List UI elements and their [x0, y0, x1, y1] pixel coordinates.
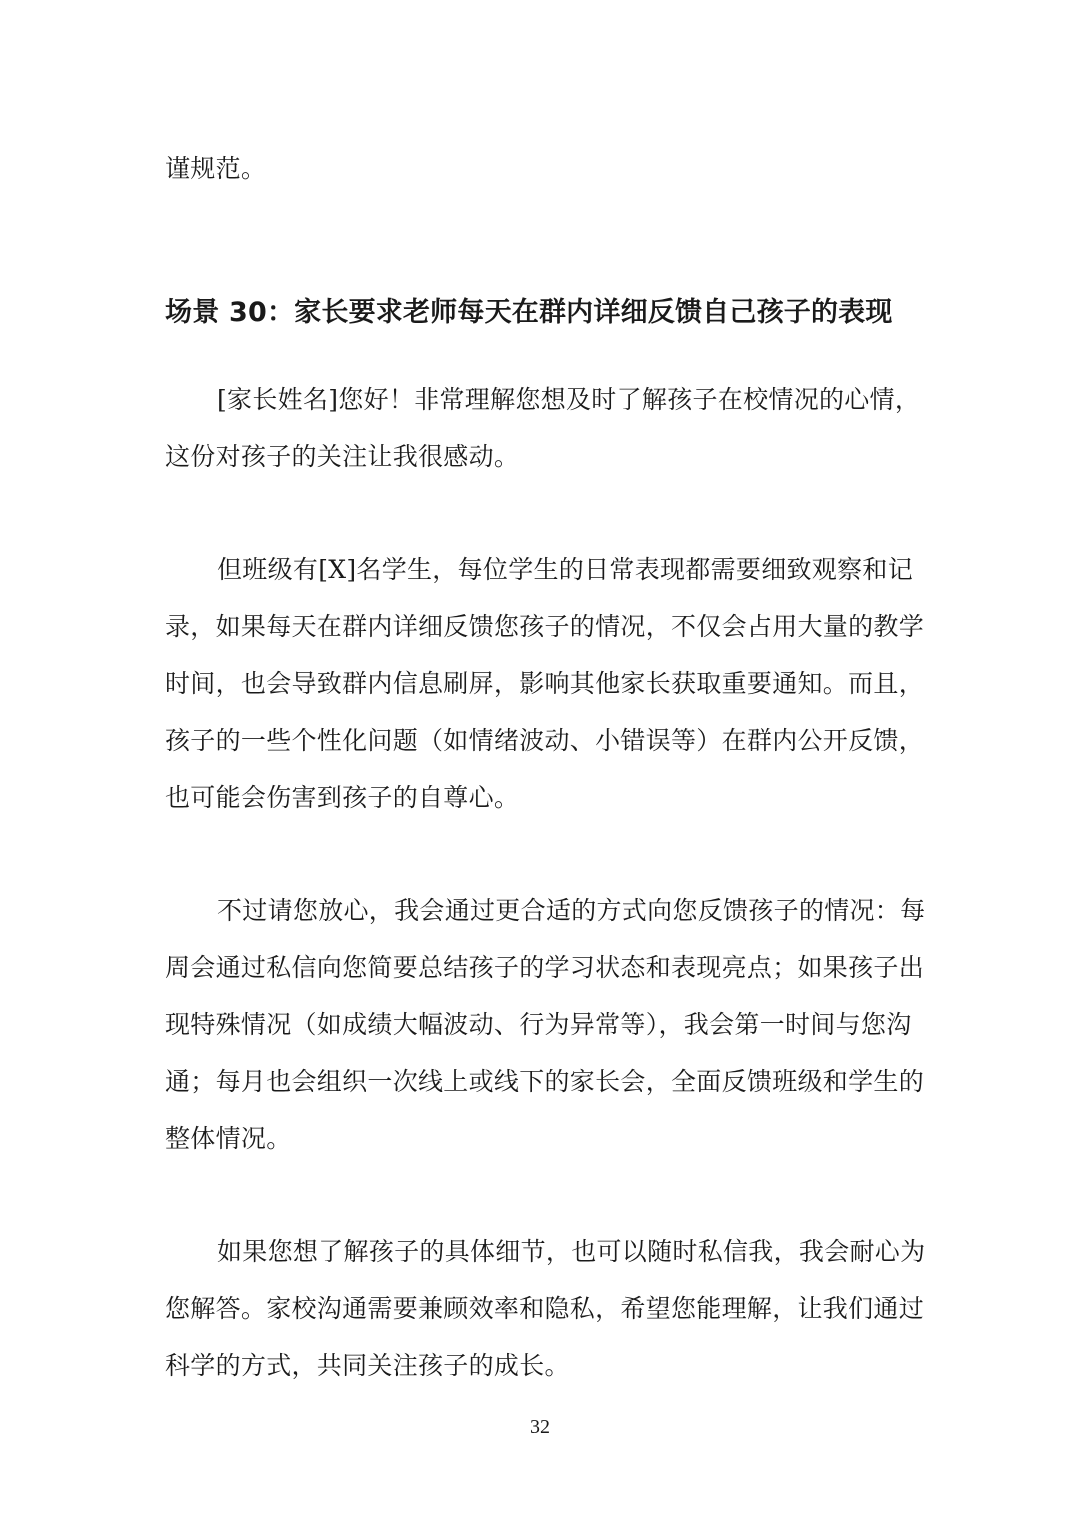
paragraph-line: 孩子的一些个性化问题（如情绪波动、小错误等）在群内公开反馈， — [165, 726, 925, 755]
paragraph — [165, 541, 925, 826]
paragraph-line: [家长姓名]您好！非常理解您想及时了解孩子在校情况的心情， — [217, 385, 921, 414]
paragraph-line: 录，如果每天在群内详细反馈您孩子的情况，不仅会占用大量的教学 — [165, 612, 925, 641]
paragraph-line: 如果您想了解孩子的具体细节，也可以随时私信我，我会耐心为 — [217, 1237, 926, 1266]
paragraph — [165, 371, 921, 485]
paragraph-line: 科学的方式，共同关注孩子的成长。 — [165, 1351, 570, 1380]
paragraph-line: 不过请您放心，我会通过更合适的方式向您反馈孩子的情况：每 — [217, 896, 926, 925]
page-content — [165, 140, 926, 1450]
page-number: 32 — [530, 1416, 550, 1438]
paragraph-line: 周会通过私信向您简要总结孩子的学习状态和表现亮点；如果孩子出 — [165, 953, 925, 982]
paragraph-line: 现特殊情况（如成绩大幅波动、行为异常等），我会第一时间与您沟 — [165, 1010, 912, 1039]
paragraph-line: 这份对孩子的关注让我很感动。 — [165, 442, 520, 471]
paragraph-line: 通；每月也会组织一次线上或线下的家长会，全面反馈班级和学生的 — [165, 1067, 925, 1096]
paragraph-line: 您解答。家校沟通需要兼顾效率和隐私，希望您能理解，让我们通过 — [165, 1294, 925, 1323]
paragraph-line: 但班级有[X]名学生，每位学生的日常表现都需要细致观察和记 — [217, 555, 914, 584]
paragraph — [165, 882, 926, 1167]
paragraph-line: 时间，也会导致群内信息刷屏，影响其他家长获取重要通知。而且， — [165, 669, 925, 698]
paragraph — [165, 1223, 926, 1394]
continued-text: 谨规范。 — [165, 154, 267, 183]
paragraph-line: 也可能会伤害到孩子的自尊心。 — [165, 783, 520, 812]
section-heading: 场景 30：家长要求老师每天在群内详细反馈自己孩子的表现 — [165, 297, 893, 328]
paragraph-line: 整体情况。 — [165, 1124, 292, 1153]
